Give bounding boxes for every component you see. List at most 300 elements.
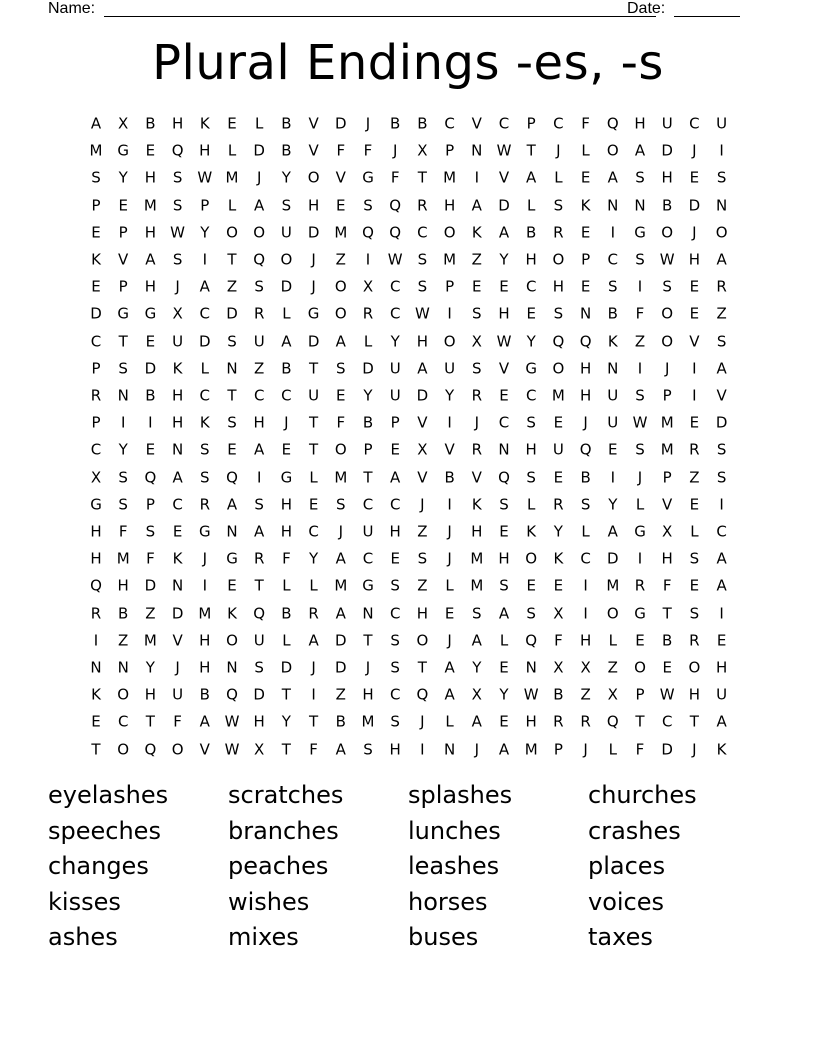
grid-letter[interactable]: M	[551, 386, 565, 405]
grid-letter[interactable]: B	[444, 468, 455, 487]
grid-letter[interactable]: A	[498, 223, 510, 242]
grid-letter[interactable]: T	[417, 658, 427, 677]
grid-letter[interactable]: C	[253, 386, 265, 405]
grid-letter[interactable]: Z	[118, 631, 129, 650]
grid-letter[interactable]: Q	[226, 685, 238, 704]
grid-letter[interactable]: E	[91, 277, 101, 296]
grid-letter[interactable]: H	[90, 549, 102, 568]
grid-letter[interactable]: Q	[552, 332, 565, 351]
grid-letter[interactable]: L	[227, 196, 237, 215]
grid-letter[interactable]: Z	[417, 522, 428, 541]
grid-letter[interactable]: Y	[390, 332, 400, 351]
grid-letter[interactable]: V	[335, 168, 346, 187]
grid-letter[interactable]: I	[719, 604, 724, 623]
grid-letter[interactable]: F	[635, 304, 645, 323]
grid-letter[interactable]: N	[90, 658, 102, 677]
grid-letter[interactable]: D	[362, 359, 374, 378]
grid-letter[interactable]: T	[254, 576, 264, 595]
grid-letter[interactable]: E	[390, 549, 400, 568]
grid-letter[interactable]: T	[689, 712, 699, 731]
grid-letter[interactable]: F	[581, 114, 590, 133]
grid-letter[interactable]: H	[171, 413, 184, 432]
grid-letter[interactable]: U	[552, 440, 564, 459]
grid-letter[interactable]: N	[607, 196, 619, 215]
grid-letter[interactable]: P	[91, 359, 101, 378]
grid-letter[interactable]: Q	[498, 468, 510, 487]
grid-letter[interactable]: B	[199, 685, 210, 704]
grid-letter[interactable]: S	[390, 658, 400, 677]
grid-letter[interactable]: F	[336, 141, 346, 160]
grid-letter[interactable]: S	[390, 631, 400, 650]
grid-letter[interactable]: Q	[606, 114, 619, 133]
grid-letter[interactable]: Q	[579, 440, 592, 459]
grid-letter[interactable]: R	[199, 495, 211, 514]
grid-letter[interactable]: F	[118, 522, 128, 541]
grid-letter[interactable]: D	[335, 631, 347, 650]
grid-letter[interactable]: H	[199, 631, 211, 650]
grid-letter[interactable]: F	[146, 549, 155, 568]
grid-letter[interactable]: H	[144, 685, 157, 704]
grid-letter[interactable]: U	[661, 114, 673, 133]
grid-letter[interactable]: L	[527, 196, 536, 215]
grid-letter[interactable]: H	[498, 549, 510, 568]
grid-letter[interactable]: S	[526, 468, 536, 487]
grid-letter[interactable]: H	[307, 196, 320, 215]
grid-letter[interactable]: J	[284, 413, 289, 432]
grid-letter[interactable]: S	[363, 740, 373, 759]
grid-letter[interactable]: N	[117, 658, 129, 677]
grid-letter[interactable]: T	[145, 712, 155, 731]
grid-letter[interactable]: S	[172, 168, 183, 187]
grid-letter[interactable]: E	[145, 440, 156, 459]
grid-letter[interactable]: T	[309, 359, 319, 378]
grid-letter[interactable]: S	[417, 277, 428, 296]
grid-letter[interactable]: Q	[389, 223, 402, 242]
grid-letter[interactable]: Y	[118, 168, 128, 187]
grid-letter[interactable]: G	[525, 359, 537, 378]
grid-letter[interactable]: S	[526, 413, 536, 432]
grid-letter[interactable]: J	[474, 413, 480, 432]
grid-letter[interactable]: X	[90, 468, 102, 487]
grid-letter[interactable]: C	[389, 685, 401, 704]
grid-letter[interactable]: B	[607, 304, 618, 323]
grid-letter[interactable]: H	[144, 277, 157, 296]
grid-letter[interactable]: A	[634, 141, 646, 160]
grid-letter[interactable]: Q	[144, 740, 157, 759]
grid-letter[interactable]: O	[253, 223, 266, 242]
grid-letter[interactable]: W	[197, 168, 213, 187]
grid-letter[interactable]: S	[281, 196, 292, 215]
grid-letter[interactable]: H	[498, 304, 510, 323]
grid-letter[interactable]: O	[226, 631, 238, 650]
grid-letter[interactable]: I	[447, 304, 452, 323]
grid-letter[interactable]: A	[471, 712, 482, 731]
grid-letter[interactable]: N	[226, 522, 238, 541]
grid-letter[interactable]: A	[607, 168, 618, 187]
grid-letter[interactable]: I	[256, 468, 262, 487]
grid-letter[interactable]: A	[199, 277, 210, 296]
grid-letter[interactable]: S	[200, 468, 210, 487]
grid-letter[interactable]: X	[553, 604, 564, 623]
grid-letter[interactable]: L	[608, 631, 617, 650]
grid-letter[interactable]: E	[91, 223, 101, 242]
grid-letter[interactable]: C	[362, 495, 374, 514]
grid-letter[interactable]: T	[309, 440, 319, 459]
grid-letter[interactable]: B	[281, 604, 292, 623]
grid-letter[interactable]: S	[716, 440, 727, 459]
grid-letter[interactable]: Y	[445, 386, 455, 405]
grid-letter[interactable]: A	[335, 332, 346, 351]
grid-letter[interactable]: E	[336, 386, 346, 405]
grid-letter[interactable]: B	[417, 114, 428, 133]
grid-letter[interactable]: O	[715, 223, 728, 242]
grid-letter[interactable]: D	[90, 304, 102, 323]
grid-letter[interactable]: O	[117, 740, 130, 759]
grid-letter[interactable]: F	[554, 631, 563, 650]
grid-letter[interactable]: N	[525, 658, 537, 677]
grid-letter[interactable]: U	[172, 685, 184, 704]
grid-letter[interactable]: E	[689, 304, 700, 323]
grid-letter[interactable]: C	[661, 712, 673, 731]
grid-letter[interactable]: Y	[145, 658, 155, 677]
grid-letter[interactable]: W	[659, 250, 675, 269]
grid-letter[interactable]: H	[579, 386, 592, 405]
grid-letter[interactable]: S	[553, 304, 564, 323]
grid-letter[interactable]: S	[472, 304, 482, 323]
grid-letter[interactable]: J	[420, 712, 425, 731]
grid-letter[interactable]: P	[390, 413, 400, 432]
grid-letter[interactable]: A	[526, 168, 537, 187]
grid-letter[interactable]: I	[719, 495, 724, 514]
grid-letter[interactable]: S	[145, 522, 156, 541]
grid-letter[interactable]: E	[689, 168, 700, 187]
grid-letter[interactable]: F	[390, 168, 400, 187]
grid-letter[interactable]: G	[280, 468, 293, 487]
grid-letter[interactable]: P	[200, 196, 210, 215]
grid-letter[interactable]: E	[608, 440, 618, 459]
grid-letter[interactable]: G	[634, 604, 646, 623]
grid-letter[interactable]: O	[525, 549, 538, 568]
grid-letter[interactable]: T	[227, 386, 237, 405]
grid-letter[interactable]: E	[227, 114, 237, 133]
grid-letter[interactable]: X	[553, 658, 564, 677]
grid-letter[interactable]: C	[525, 386, 537, 405]
grid-letter[interactable]: V	[498, 359, 510, 378]
grid-letter[interactable]: K	[91, 685, 101, 704]
grid-letter[interactable]: I	[637, 549, 643, 568]
grid-letter[interactable]: J	[175, 277, 180, 296]
grid-letter[interactable]: X	[417, 440, 428, 459]
grid-letter[interactable]: D	[661, 740, 673, 759]
grid-letter[interactable]: S	[553, 196, 564, 215]
grid-letter[interactable]: E	[499, 277, 509, 296]
grid-letter[interactable]: T	[662, 604, 672, 623]
grid-letter[interactable]: H	[525, 712, 537, 731]
grid-letter[interactable]: D	[253, 141, 265, 160]
grid-letter[interactable]: F	[662, 576, 672, 595]
grid-letter[interactable]: S	[118, 468, 128, 487]
grid-letter[interactable]: N	[634, 196, 646, 215]
grid-letter[interactable]: C	[90, 332, 102, 351]
grid-letter[interactable]: J	[447, 549, 452, 568]
grid-letter[interactable]: X	[471, 332, 482, 351]
grid-letter[interactable]: C	[716, 522, 727, 541]
grid-letter[interactable]: D	[226, 304, 238, 323]
grid-letter[interactable]: F	[363, 141, 373, 160]
grid-letter[interactable]: R	[689, 631, 700, 650]
grid-letter[interactable]: L	[690, 522, 699, 541]
grid-letter[interactable]: X	[471, 685, 482, 704]
grid-letter[interactable]: E	[172, 522, 183, 541]
grid-letter[interactable]: C	[498, 114, 510, 133]
grid-letter[interactable]: C	[389, 304, 401, 323]
grid-letter[interactable]: E	[390, 440, 400, 459]
grid-letter[interactable]: Y	[118, 440, 128, 459]
grid-letter[interactable]: S	[227, 413, 237, 432]
grid-letter[interactable]: E	[689, 413, 700, 432]
grid-letter[interactable]: O	[334, 304, 347, 323]
grid-letter[interactable]: U	[607, 413, 619, 432]
grid-letter[interactable]: E	[336, 196, 346, 215]
grid-letter[interactable]: H	[579, 631, 592, 650]
grid-letter[interactable]: Q	[606, 712, 619, 731]
grid-letter[interactable]: M	[143, 631, 157, 650]
grid-letter[interactable]: V	[417, 468, 428, 487]
grid-letter[interactable]: E	[281, 440, 292, 459]
grid-letter[interactable]: O	[334, 277, 347, 296]
grid-letter[interactable]: J	[311, 658, 316, 677]
grid-letter[interactable]: I	[202, 250, 208, 269]
grid-letter[interactable]: H	[362, 685, 374, 704]
grid-letter[interactable]: J	[583, 740, 588, 759]
grid-letter[interactable]: P	[662, 468, 672, 487]
grid-letter[interactable]: H	[389, 740, 401, 759]
grid-letter[interactable]: H	[661, 549, 673, 568]
grid-letter[interactable]: J	[365, 114, 371, 133]
grid-letter[interactable]: T	[363, 468, 373, 487]
grid-letter[interactable]: I	[202, 576, 208, 595]
grid-letter[interactable]: I	[637, 359, 643, 378]
grid-letter[interactable]: N	[226, 658, 238, 677]
grid-letter[interactable]: I	[610, 468, 616, 487]
grid-letter[interactable]: K	[471, 495, 482, 514]
grid-letter[interactable]: R	[90, 604, 102, 623]
grid-letter[interactable]: B	[335, 712, 346, 731]
grid-letter[interactable]: R	[634, 576, 646, 595]
grid-letter[interactable]: E	[499, 712, 509, 731]
grid-letter[interactable]: T	[309, 413, 319, 432]
grid-letter[interactable]: H	[144, 223, 157, 242]
grid-letter[interactable]: Y	[281, 168, 291, 187]
grid-letter[interactable]: J	[474, 740, 480, 759]
grid-letter[interactable]: E	[145, 332, 156, 351]
grid-letter[interactable]: O	[334, 440, 347, 459]
grid-letter[interactable]: N	[607, 359, 619, 378]
grid-letter[interactable]: C	[444, 114, 455, 133]
grid-letter[interactable]: L	[363, 332, 373, 351]
grid-letter[interactable]: E	[689, 495, 700, 514]
grid-letter[interactable]: S	[172, 250, 183, 269]
grid-letter[interactable]: L	[227, 141, 237, 160]
grid-letter[interactable]: S	[417, 250, 428, 269]
grid-letter[interactable]: K	[172, 359, 183, 378]
grid-letter[interactable]: E	[580, 277, 591, 296]
grid-letter[interactable]: B	[580, 468, 591, 487]
grid-letter[interactable]: E	[689, 277, 700, 296]
grid-letter[interactable]: O	[117, 685, 130, 704]
grid-letter[interactable]: M	[524, 740, 538, 759]
grid-letter[interactable]: N	[443, 740, 456, 759]
grid-letter[interactable]: K	[607, 332, 618, 351]
grid-letter[interactable]: H	[280, 522, 293, 541]
grid-letter[interactable]: G	[226, 549, 238, 568]
grid-letter[interactable]: F	[282, 549, 291, 568]
grid-letter[interactable]: H	[416, 604, 429, 623]
grid-letter[interactable]: O	[606, 141, 619, 160]
grid-letter[interactable]: R	[689, 440, 700, 459]
grid-letter[interactable]: T	[417, 168, 427, 187]
grid-letter[interactable]: J	[420, 495, 425, 514]
grid-letter[interactable]: J	[175, 658, 180, 677]
grid-letter[interactable]: A	[716, 576, 727, 595]
grid-letter[interactable]: T	[635, 712, 645, 731]
grid-letter[interactable]: T	[526, 141, 536, 160]
grid-letter[interactable]: A	[335, 604, 346, 623]
grid-letter[interactable]: T	[281, 740, 291, 759]
grid-letter[interactable]: I	[583, 576, 588, 595]
grid-letter[interactable]: Q	[362, 223, 374, 242]
grid-letter[interactable]: S	[635, 250, 645, 269]
grid-letter[interactable]: E	[526, 576, 536, 595]
grid-letter[interactable]: R	[471, 440, 483, 459]
grid-letter[interactable]: J	[447, 522, 452, 541]
grid-letter[interactable]: H	[525, 250, 537, 269]
grid-letter[interactable]: S	[390, 576, 400, 595]
grid-letter[interactable]: V	[308, 114, 319, 133]
grid-letter[interactable]: W	[170, 223, 186, 242]
grid-letter[interactable]: C	[117, 712, 129, 731]
grid-letter[interactable]: J	[392, 141, 398, 160]
grid-letter[interactable]: S	[635, 440, 645, 459]
grid-letter[interactable]: O	[226, 223, 238, 242]
grid-letter[interactable]: J	[311, 277, 316, 296]
grid-letter[interactable]: I	[692, 386, 697, 405]
grid-letter[interactable]: A	[471, 196, 482, 215]
grid-letter[interactable]: T	[281, 685, 291, 704]
grid-letter[interactable]: L	[282, 576, 291, 595]
grid-letter[interactable]: E	[526, 304, 536, 323]
grid-letter[interactable]: Q	[253, 250, 266, 269]
grid-letter[interactable]: D	[335, 114, 347, 133]
grid-letter[interactable]: M	[143, 196, 157, 215]
grid-letter[interactable]: Z	[689, 468, 700, 487]
grid-letter[interactable]: P	[91, 196, 101, 215]
grid-letter[interactable]: H	[144, 168, 157, 187]
grid-letter[interactable]: I	[637, 277, 643, 296]
grid-letter[interactable]: D	[416, 386, 429, 405]
grid-letter[interactable]: L	[581, 141, 590, 160]
grid-letter[interactable]: A	[471, 631, 482, 650]
grid-letter[interactable]: E	[716, 631, 727, 650]
grid-letter[interactable]: C	[172, 495, 183, 514]
grid-letter[interactable]: S	[363, 196, 373, 215]
grid-letter[interactable]: J	[447, 631, 452, 650]
grid-letter[interactable]: U	[308, 386, 320, 405]
grid-letter[interactable]: O	[443, 332, 456, 351]
grid-letter[interactable]: J	[311, 250, 316, 269]
grid-letter[interactable]: C	[389, 495, 401, 514]
grid-letter[interactable]: A	[607, 522, 618, 541]
grid-letter[interactable]: D	[280, 658, 293, 677]
grid-letter[interactable]: X	[118, 114, 129, 133]
grid-letter[interactable]: E	[635, 631, 645, 650]
grid-letter[interactable]: S	[390, 712, 400, 731]
grid-letter[interactable]: M	[443, 168, 457, 187]
grid-letter[interactable]: E	[118, 196, 128, 215]
grid-letter[interactable]: B	[145, 114, 156, 133]
grid-letter[interactable]: W	[659, 685, 675, 704]
grid-letter[interactable]: K	[227, 604, 237, 623]
grid-letter[interactable]: D	[199, 332, 211, 351]
grid-letter[interactable]: G	[634, 522, 646, 541]
grid-letter[interactable]: I	[365, 250, 371, 269]
grid-letter[interactable]: H	[389, 522, 401, 541]
grid-letter[interactable]: H	[471, 522, 483, 541]
grid-letter[interactable]: C	[417, 223, 428, 242]
grid-letter[interactable]: V	[471, 114, 482, 133]
grid-letter[interactable]: S	[227, 332, 237, 351]
grid-letter[interactable]: P	[363, 440, 373, 459]
grid-letter[interactable]: C	[90, 440, 102, 459]
grid-letter[interactable]: Z	[335, 250, 346, 269]
grid-letter[interactable]: O	[661, 332, 674, 351]
grid-letter[interactable]: A	[716, 359, 727, 378]
grid-letter[interactable]: A	[335, 549, 346, 568]
grid-letter[interactable]: S	[662, 277, 672, 296]
grid-letter[interactable]: Y	[472, 658, 482, 677]
grid-letter[interactable]: W	[224, 712, 240, 731]
grid-letter[interactable]: F	[309, 740, 318, 759]
grid-letter[interactable]: X	[662, 522, 673, 541]
grid-letter[interactable]: R	[253, 549, 265, 568]
grid-letter[interactable]: R	[716, 277, 727, 296]
grid-letter[interactable]: S	[499, 576, 509, 595]
grid-letter[interactable]: E	[499, 522, 509, 541]
grid-letter[interactable]: H	[280, 495, 293, 514]
grid-letter[interactable]: V	[172, 631, 183, 650]
grid-letter[interactable]: A	[254, 196, 265, 215]
grid-letter[interactable]: A	[335, 740, 346, 759]
grid-letter[interactable]: O	[661, 223, 674, 242]
grid-letter[interactable]: H	[525, 440, 537, 459]
grid-letter[interactable]: X	[580, 658, 591, 677]
grid-letter[interactable]: J	[338, 522, 344, 541]
grid-letter[interactable]: E	[499, 386, 509, 405]
grid-letter[interactable]: M	[361, 712, 375, 731]
grid-letter[interactable]: F	[635, 740, 645, 759]
grid-letter[interactable]: L	[309, 576, 318, 595]
grid-letter[interactable]: O	[606, 604, 619, 623]
grid-letter[interactable]: E	[689, 576, 700, 595]
grid-letter[interactable]: E	[553, 576, 564, 595]
grid-letter[interactable]: S	[689, 549, 700, 568]
grid-letter[interactable]: V	[444, 440, 455, 459]
grid-letter[interactable]: P	[91, 413, 101, 432]
grid-letter[interactable]: U	[172, 332, 184, 351]
grid-letter[interactable]: S	[118, 359, 128, 378]
grid-letter[interactable]: L	[445, 576, 454, 595]
grid-letter[interactable]: A	[199, 712, 210, 731]
